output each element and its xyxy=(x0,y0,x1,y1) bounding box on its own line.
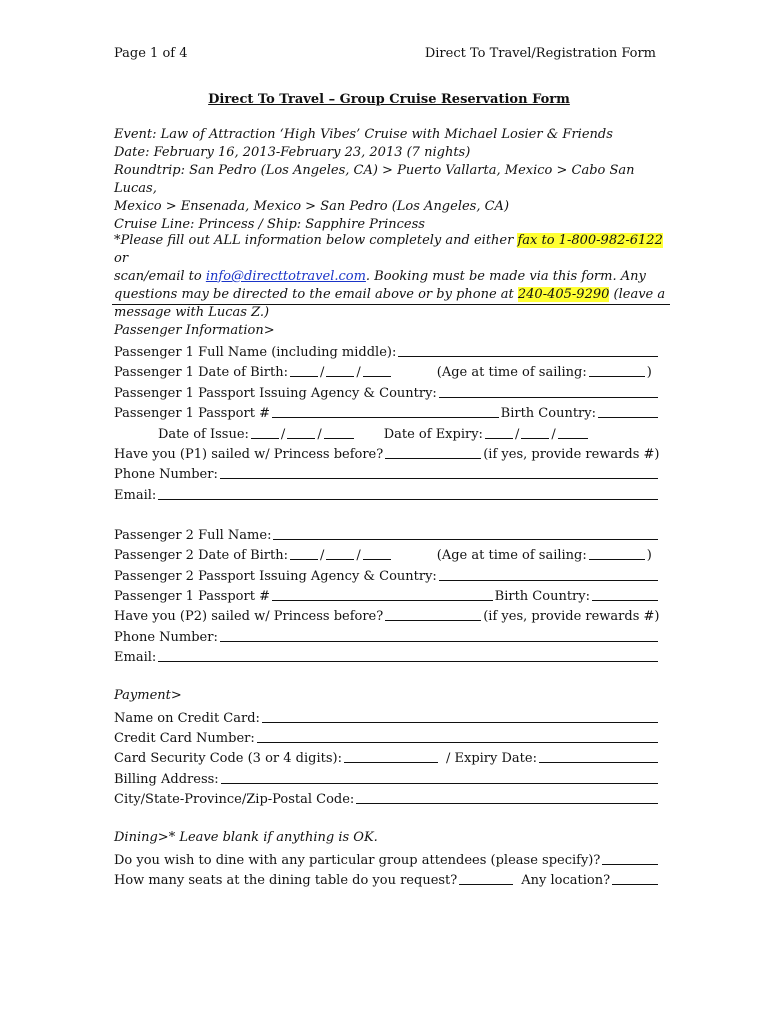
instructions-text: *Please fill out ALL information below completely and either xyxy=(114,233,518,248)
p2-dob-day-field[interactable] xyxy=(326,547,354,560)
p1-dob-month-field[interactable] xyxy=(290,364,318,377)
city-label: City/State-Province/Zip-Postal Code: xyxy=(114,792,355,807)
fax-number-highlight: fax to 1-800-982-6122 xyxy=(517,233,663,248)
p1-issue-day-field[interactable] xyxy=(287,426,315,439)
p1-phone-field[interactable] xyxy=(220,466,658,479)
card-name-row xyxy=(114,708,660,726)
cruise-line: Cruise Line: Princess / Ship: Sapphire Princess xyxy=(114,217,425,232)
dine-with-row xyxy=(114,850,660,868)
card-csc-label: Card Security Code (3 or 4 digits): xyxy=(114,751,342,766)
slash: / xyxy=(319,365,325,380)
p1-agency-row xyxy=(114,383,660,401)
card-expiry-field[interactable] xyxy=(539,750,658,763)
billing-address-row xyxy=(114,769,660,787)
p2-email-row xyxy=(114,647,660,665)
p1-dob-row xyxy=(114,362,660,380)
p1-passport-field[interactable] xyxy=(272,405,499,418)
slash: / xyxy=(280,427,286,442)
slash: / xyxy=(514,427,520,442)
p2-passport-label: Passenger 1 Passport # xyxy=(114,589,270,604)
p1-age-field[interactable] xyxy=(589,364,645,377)
p1-agency-field[interactable] xyxy=(439,385,658,398)
p1-dob-year-field[interactable] xyxy=(363,364,391,377)
instructions-text: message with Lucas Z.) xyxy=(114,305,270,320)
p2-dob-row xyxy=(114,545,660,563)
p2-sailed-row xyxy=(114,606,660,624)
card-expiry-label: / Expiry Date: xyxy=(445,751,537,766)
p2-sailed-label: Have you (P2) sailed w/ Princess before? xyxy=(114,609,384,624)
p2-email-field[interactable] xyxy=(158,649,658,662)
p1-name-field[interactable] xyxy=(398,344,658,357)
p1-expiry-label: Date of Expiry: xyxy=(383,427,483,442)
p1-name-row xyxy=(114,342,660,360)
event-line: Event: Law of Attraction ‘High Vibes’ Cruise with Michael Losier & Friends xyxy=(114,127,613,142)
dining-section-heading: Dining>* Leave blank if anything is OK. xyxy=(114,830,378,845)
p1-age-label: (Age at time of sailing: xyxy=(436,365,587,380)
p2-agency-field[interactable] xyxy=(439,568,658,581)
p2-email-label: Email: xyxy=(114,650,157,665)
p2-dob-label: Passenger 2 Date of Birth: xyxy=(114,548,288,563)
p1-birth-country-label: Birth Country: xyxy=(500,406,596,421)
p2-age-field[interactable] xyxy=(589,547,645,560)
location-field[interactable] xyxy=(612,872,658,885)
city-field[interactable] xyxy=(356,791,658,804)
p1-agency-label: Passenger 1 Passport Issuing Agency & Country: xyxy=(114,386,437,401)
card-number-label: Credit Card Number: xyxy=(114,731,255,746)
instructions-text: scan/email to xyxy=(114,269,206,284)
p2-birth-country-field[interactable] xyxy=(592,588,658,601)
p1-dob-day-field[interactable] xyxy=(326,364,354,377)
instructions-text: (leave a xyxy=(609,287,666,302)
p2-dob-year-field[interactable] xyxy=(363,547,391,560)
slash: / xyxy=(356,365,361,380)
p2-phone-field[interactable] xyxy=(220,629,658,642)
instructions-text: . Booking must be made via this form. Any xyxy=(365,269,646,284)
p2-sailed-field[interactable] xyxy=(385,608,481,621)
p1-issue-month-field[interactable] xyxy=(251,426,279,439)
p2-phone-label: Phone Number: xyxy=(114,630,218,645)
p1-sailed-row xyxy=(114,444,660,462)
card-name-label: Name on Credit Card: xyxy=(114,711,260,726)
event-details xyxy=(114,126,670,234)
page-number: Page 1 of 4 xyxy=(114,46,188,61)
p1-sailed-field[interactable] xyxy=(385,446,481,459)
p2-rewards-label: (if yes, provide rewards #) xyxy=(483,609,660,624)
city-row xyxy=(114,789,660,807)
p1-phone-row xyxy=(114,464,660,482)
route-line: Roundtrip: San Pedro (Los Angeles, CA) > Puerto Vallarta, Mexico > Cabo San Lucas, xyxy=(114,163,635,196)
p1-dates-row xyxy=(114,424,660,442)
seats-label: How many seats at the dining table do you request? xyxy=(114,873,458,888)
route-line-cont: Mexico > Ensenada, Mexico > San Pedro (Los Angeles, CA) xyxy=(114,199,510,214)
card-name-field[interactable] xyxy=(262,710,658,723)
p1-rewards-label: (if yes, provide rewards #) xyxy=(483,447,660,462)
dine-with-label: Do you wish to dine with any particular group attendees (please specify)? xyxy=(114,853,601,868)
close-paren: ) xyxy=(646,548,652,563)
dine-with-field[interactable] xyxy=(602,852,658,865)
slash: / xyxy=(319,548,325,563)
instructions-text: questions may be directed to the email above or by phone at xyxy=(114,287,518,302)
p1-birth-country-field[interactable] xyxy=(598,405,658,418)
form-title: Direct To Travel – Group Cruise Reservation Form xyxy=(208,92,570,107)
divider xyxy=(112,304,670,305)
p2-agency-label: Passenger 2 Passport Issuing Agency & Country: xyxy=(114,569,437,584)
card-number-row xyxy=(114,728,660,746)
p2-name-row xyxy=(114,525,660,543)
seats-row xyxy=(114,870,660,888)
p1-issue-label: Date of Issue: xyxy=(158,427,249,442)
p2-name-label: Passenger 2 Full Name: xyxy=(114,528,272,543)
date-line: Date: February 16, 2013-February 23, 2013 (7 nights) xyxy=(114,145,471,160)
p2-dob-month-field[interactable] xyxy=(290,547,318,560)
p1-dob-label: Passenger 1 Date of Birth: xyxy=(114,365,288,380)
p2-age-label: (Age at time of sailing: xyxy=(436,548,587,563)
p1-issue-year-field[interactable] xyxy=(324,426,354,439)
phone-number-highlight: 240-405-9290 xyxy=(517,287,610,302)
p2-agency-row xyxy=(114,566,660,584)
p1-expiry-month-field[interactable] xyxy=(485,426,513,439)
slash: / xyxy=(356,548,361,563)
document-name: Direct To Travel/Registration Form xyxy=(424,46,656,61)
p2-passport-field[interactable] xyxy=(272,588,493,601)
billing-address-field[interactable] xyxy=(221,771,658,784)
p1-email-field[interactable] xyxy=(158,487,658,500)
p2-birth-country-label: Birth Country: xyxy=(494,589,590,604)
p2-phone-row xyxy=(114,627,660,645)
slash: / xyxy=(551,427,556,442)
p1-email-label: Email: xyxy=(114,488,157,503)
p2-name-field[interactable] xyxy=(273,527,658,540)
p1-sailed-label: Have you (P1) sailed w/ Princess before? xyxy=(114,447,384,462)
billing-address-label: Billing Address: xyxy=(114,772,219,787)
p1-phone-label: Phone Number: xyxy=(114,467,218,482)
close-paren: ) xyxy=(646,365,652,380)
location-label: Any location? xyxy=(521,873,611,888)
p1-passport-row xyxy=(114,403,660,421)
card-csc-row xyxy=(114,748,660,766)
p2-passport-row xyxy=(114,586,660,604)
payment-section-heading: Payment> xyxy=(114,688,182,703)
card-csc-field[interactable] xyxy=(344,750,438,763)
slash: / xyxy=(317,427,322,442)
card-number-field[interactable] xyxy=(257,730,658,743)
p1-passport-label: Passenger 1 Passport # xyxy=(114,406,270,421)
p1-expiry-year-field[interactable] xyxy=(558,426,588,439)
p1-email-row xyxy=(114,485,660,503)
seats-field[interactable] xyxy=(459,872,513,885)
p1-expiry-day-field[interactable] xyxy=(521,426,549,439)
p1-name-label: Passenger 1 Full Name (including middle): xyxy=(114,345,397,360)
passenger-section-heading: Passenger Information> xyxy=(114,323,275,338)
email-link[interactable]: info@directtotravel.com xyxy=(205,269,366,284)
instructions-text: or xyxy=(114,251,129,266)
instructions xyxy=(114,232,670,322)
